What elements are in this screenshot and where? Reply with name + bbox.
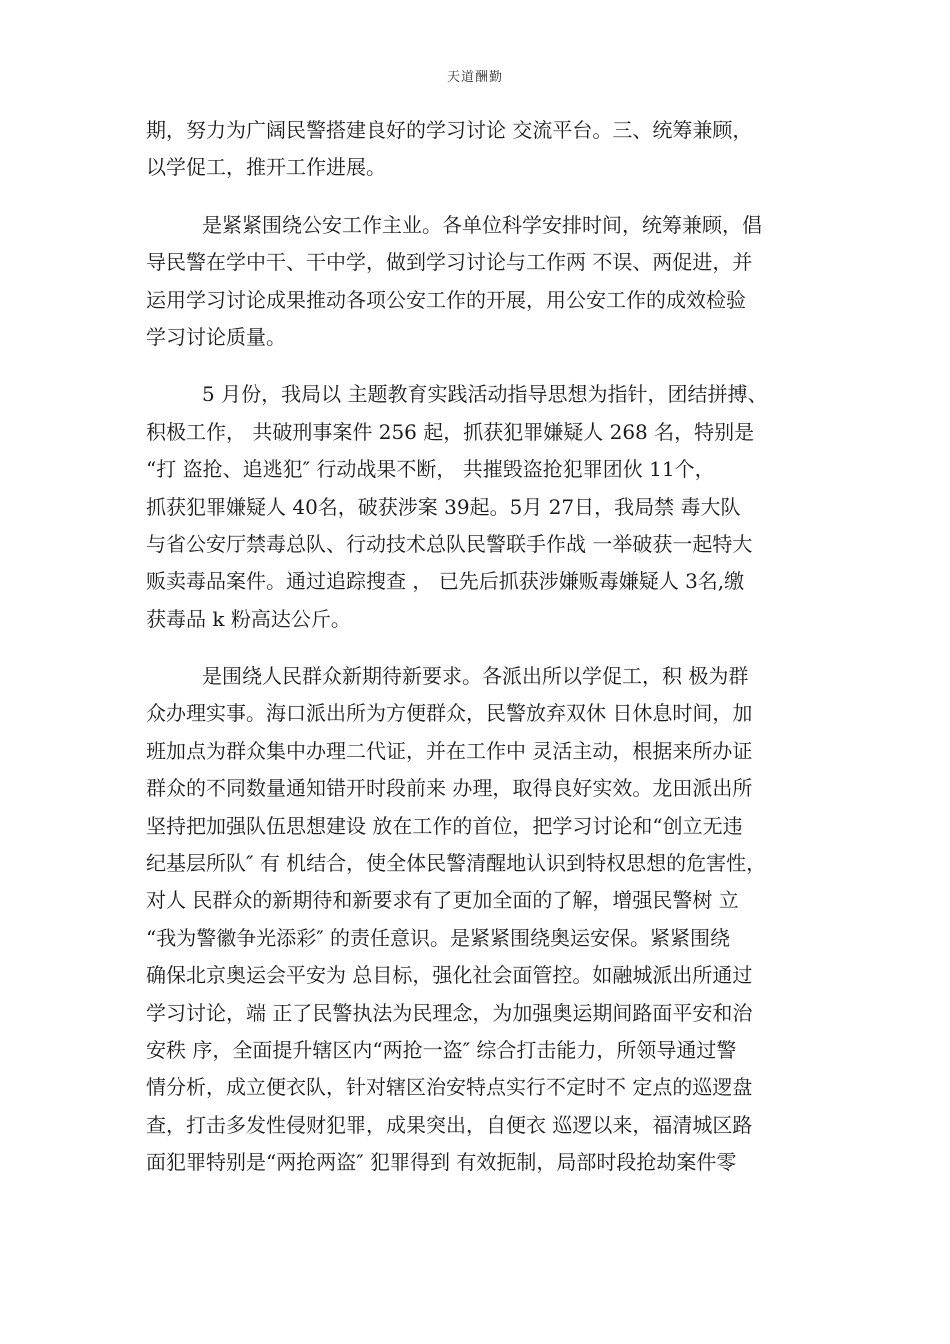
text-line: 是围绕人民群众新期待新要求。各派出所以学促工，积 极为群 <box>202 664 749 689</box>
text-line: 以学促工，推开工作进展。 <box>146 155 386 180</box>
text-line: 面犯罪特别是“两抢两盗″ 犯罪得到 有效扼制，局部时段抢劫案件零 <box>146 1150 737 1175</box>
text-line: 抓获犯罪嫌疑人 40名，破获涉案 39起。5月 27日，我局禁 毒大队 <box>146 494 741 519</box>
text-line: 班加点为群众集中办理二代证，并在工作中 灵活主动，根据来所办证 <box>146 738 753 763</box>
paragraph <box>146 112 814 187</box>
text-line: 确保北京奥运会平安为 总目标，强化社会面管控。如融城派出所通过 <box>146 963 753 988</box>
text-line: 积极工作， 共破刑事案件 256 起，抓获犯罪嫌疑人 268 名，特别是 <box>146 419 755 444</box>
text-line: “打 盗抢、追逃犯″ 行动战果不断， 共摧毁盗抢犯罪团伙 11个， <box>146 457 715 482</box>
paragraph <box>146 658 814 1181</box>
text-line: 运用学习讨论成果推动各项公安工作的开展，用公安工作的成效检验 <box>146 287 746 312</box>
text-line: 安秩 序，全面提升辖区内“两抢一盗″ 综合打击能力，所领导通过警 <box>146 1037 737 1062</box>
text-line: “我为警徽争光添彩″ 的责任意识。是紧紧围绕奥运安保。紧紧围绕 <box>146 925 731 950</box>
text-line: 对人 民群众的新期待和新要求有了更加全面的了解，增强民警树 立 <box>146 888 739 913</box>
paragraph-gap <box>146 187 814 207</box>
document-body <box>146 112 814 1182</box>
text-line: 查，打击多发性侵财犯罪，成果突出，自便衣 巡逻以来，福清城区路 <box>146 1112 753 1137</box>
text-line: 贩卖毒品案件。通过追踪搜查 ， 已先后抓获涉嫌贩毒嫌疑人 3名,缴 <box>146 569 745 594</box>
text-line: 学习讨论质量。 <box>146 324 286 349</box>
text-line: 情分析，成立便衣队，针对辖区治安特点实行不定时不 定点的巡逻盘 <box>146 1075 753 1100</box>
text-line: 获毒品 k 粉高达公斤。 <box>146 606 351 631</box>
text-line: 5 月份，我局以 主题教育实践活动指导思想为指针，团结拼搏、 <box>202 382 768 407</box>
text-line: 导民警在学中干、干中学，做到学习讨论与工作两 不误、两促进，并 <box>146 250 753 275</box>
text-line: 群众的不同数量通知错开时段前来 办理，取得良好实效。龙田派出所 <box>146 776 753 801</box>
text-line: 纪基层所队″ 有 机结合，使全体民警清醒地认识到特权思想的危害性， <box>146 851 767 876</box>
paragraph <box>146 376 814 638</box>
text-line: 与省公安厅禁毒总队、行动技术总队民警联手作战 一举破获一起特大 <box>146 531 753 556</box>
paragraph-gap <box>146 356 814 376</box>
text-line: 是紧紧围绕公安工作主业。各单位科学安排时间，统筹兼顾，倡 <box>202 212 762 237</box>
text-line: 学习讨论，端 正了民警执法为民理念，为加强奥运期间路面平安和治 <box>146 1000 753 1025</box>
paragraph <box>146 207 814 357</box>
page-header: 天道酬勤 <box>446 70 503 85</box>
text-line: 期，努力为广阔民警搭建良好的学习讨论 交流平台。三、统筹兼顾， <box>146 118 753 142</box>
text-line: 众办理实事。海口派出所为方便群众，民警放弃双休 日休息时间，加 <box>146 701 753 726</box>
text-line: 坚持把加强队伍思想建设 放在工作的首位，把学习讨论和“创立无违 <box>146 813 743 838</box>
paragraph-gap <box>146 638 814 658</box>
